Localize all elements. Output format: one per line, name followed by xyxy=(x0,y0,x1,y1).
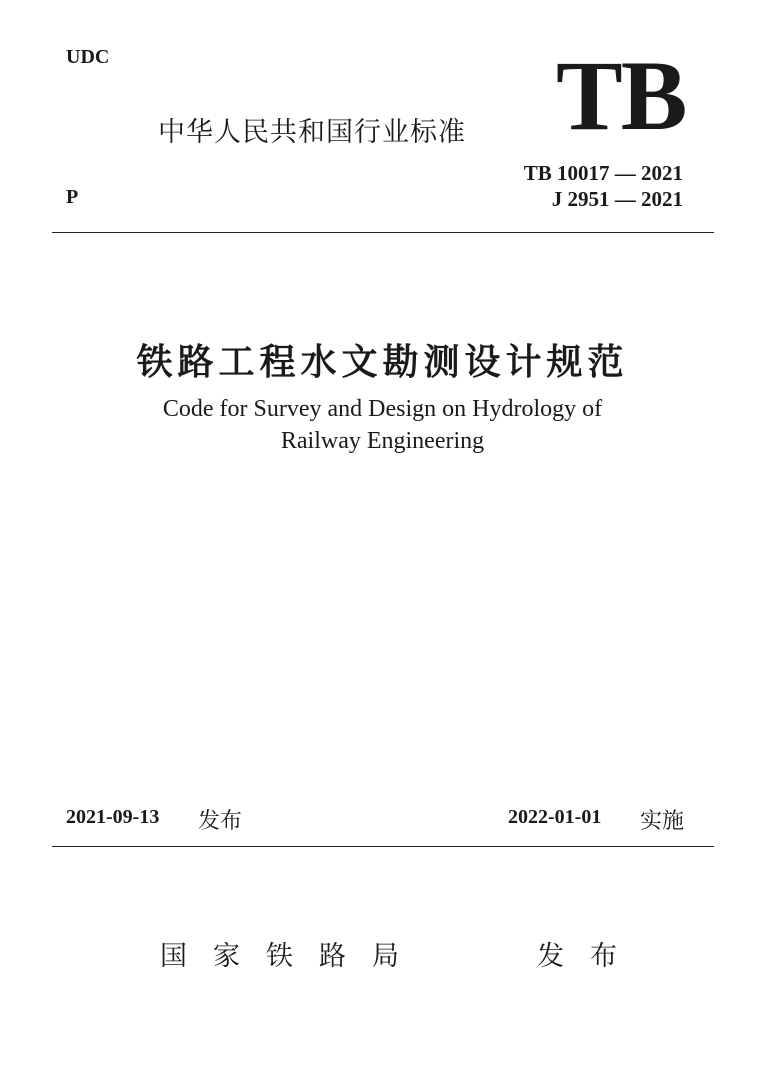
publisher: 国家铁路局 xyxy=(160,941,425,972)
title-chinese: 铁路工程水文勘测设计规范 xyxy=(136,342,629,383)
tb-logo: TB xyxy=(556,40,686,151)
udc-label: UDC xyxy=(66,46,110,68)
title-english-line1: Code for Survey and Design on Hydrology of xyxy=(162,396,603,422)
standard-numbers xyxy=(524,160,683,212)
publish-label: 发布 xyxy=(537,941,643,972)
bottom-divider xyxy=(52,846,714,847)
implementation-label: 实施 xyxy=(640,809,685,834)
title-english xyxy=(0,393,765,457)
issue-label: 发布 xyxy=(198,809,243,834)
implementation-date: 2022-01-01 xyxy=(508,806,602,828)
issue-date: 2021-09-13 xyxy=(66,806,160,828)
top-divider xyxy=(52,232,714,233)
standard-category: 中华人民共和国行业标准 xyxy=(158,117,466,148)
registration-number: J 2951 — 2021 xyxy=(551,187,683,211)
standard-number: TB 10017 — 2021 xyxy=(523,161,683,185)
title-english-line2: Railway Engineering xyxy=(280,428,485,454)
classification-code: P xyxy=(66,186,79,208)
